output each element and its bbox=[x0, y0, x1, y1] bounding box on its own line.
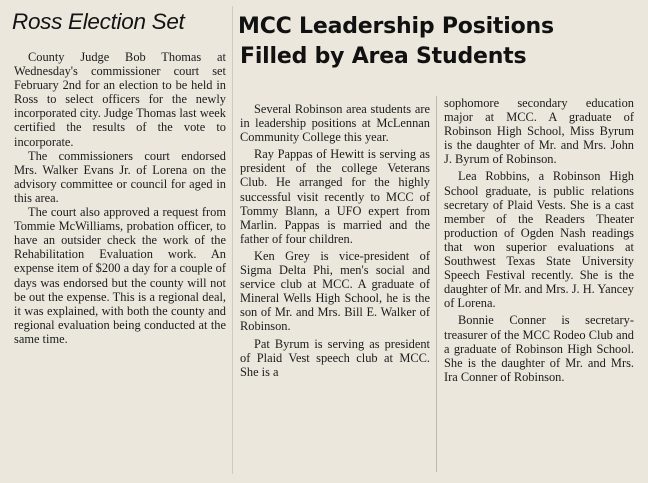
ross-election-article bbox=[8, 0, 230, 483]
article-paragraph: County Judge Bob Thomas at Wednesday's commissioner court set February 2nd for an election to be held in Ross to select officers for the newly incorporated city. Judge Thomas last week certified the results of the vote to incorporate. bbox=[14, 50, 226, 149]
article-paragraph: Lea Robbins, a Robinson High School graduate, is public relations secretary of Plaid Vests. She is a cast member of the Readers Theater production of Ogden Nash readings that won superior evaluations at Southwest Texas State University Speech Festival recently. She is the daughter of Mr. and Mrs. J. H. Yancey of Lorena. bbox=[444, 169, 634, 311]
ross-election-headline: Ross Election Set bbox=[12, 9, 185, 34]
article-paragraph: Pat Byrum is serving as president of Plaid Vest speech club at MCC. She is a bbox=[240, 336, 430, 379]
mcc-leadership-headline bbox=[238, 12, 638, 72]
article-paragraph: Ken Grey is vice-president of Sigma Delta Phi, men's social and service club at MCC. A graduate of Mineral Wells High School, he is the son of Mr. and Mrs. Bill E. Walker of Robinson. bbox=[240, 248, 430, 334]
article-paragraph: Bonnie Conner is secretary-treasurer of the MCC Rodeo Club and a graduate of Robinson High School. She is the daughter of Mr. and Mrs. Ira Conner of Robinson. bbox=[444, 313, 634, 384]
headline-line-2: Filled by Area Students bbox=[240, 44, 527, 69]
article-paragraph: The court also approved a request from Tommie McWilliams, probation officer, to have an outsider check the work of the Rehabilitation Evaluation work. An expense item of $200 a day for a couple of days was endorsed but the county will not be out the expense. This is a regional deal, it was explained, with both the county and regional evaluation being conducted at the same time. bbox=[14, 205, 226, 346]
mcc-article-column-1 bbox=[240, 102, 430, 382]
article-paragraph: sophomore secondary education major at MCC. A graduate of Robinson High School, Miss Byrum is the daughter of Mr. and Mrs. John J. Byrum of Robinson. bbox=[444, 96, 634, 167]
article-paragraph: Ray Pappas of Hewitt is serving as president of the college Veterans Club. He arranged for the highly successful visit recently to MCC of Tommy Blann, a UFO expert from Marlin. Pappas is married and the father of four children. bbox=[240, 147, 430, 246]
article-paragraph: Several Robinson area students are in leadership positions at McLennan Community College this year. bbox=[240, 102, 430, 145]
article-paragraph: The commissioners court endorsed Mrs. Walker Evans Jr. of Lorena on the advisory committee or council for aged in this area. bbox=[14, 148, 226, 205]
ross-election-body bbox=[14, 50, 226, 346]
headline-line-1: MCC Leadership Positions bbox=[238, 14, 554, 39]
mcc-article-column-2 bbox=[444, 96, 634, 387]
column-divider bbox=[436, 96, 437, 472]
column-divider bbox=[232, 6, 233, 474]
